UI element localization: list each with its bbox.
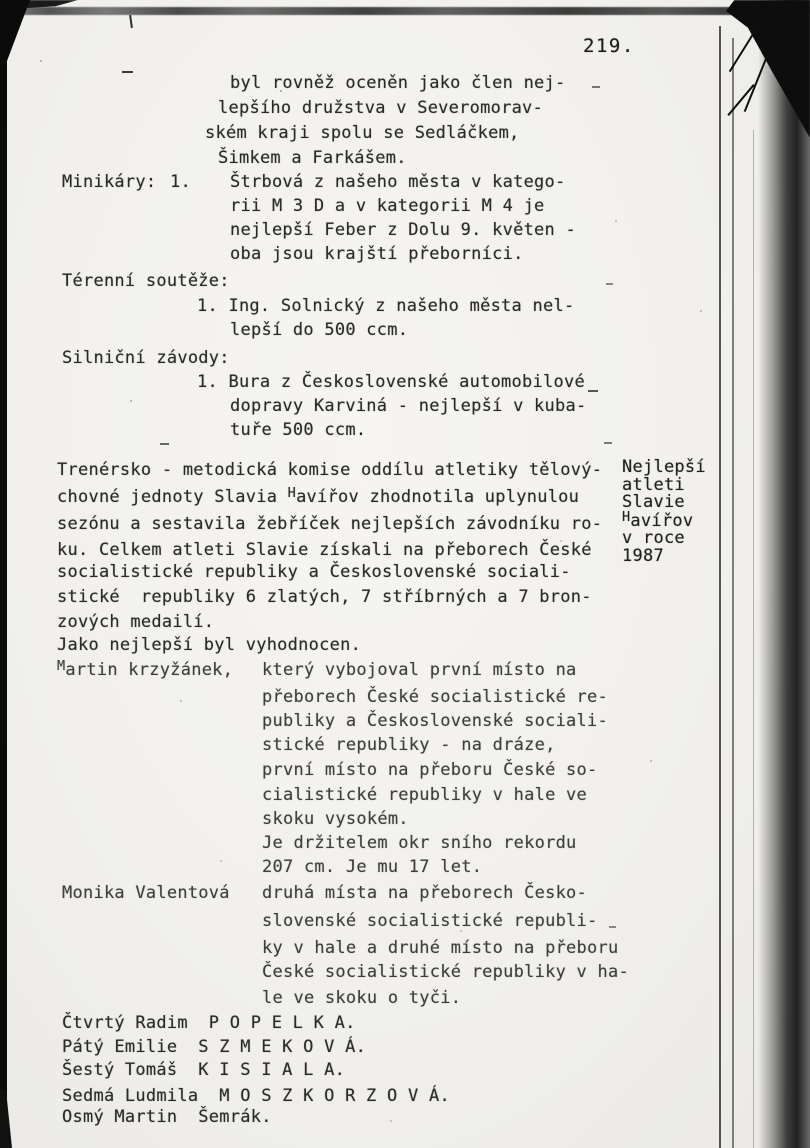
paragraph-line: stické republiky 6 zlatých, 7 stříbrných a 7 bron- [57,587,592,607]
scan-left-edge-strip [0,0,7,1148]
text-line: 207 cm. Je mu 17 let. [262,857,483,877]
text-line: skoku vysokém. [262,809,409,829]
ranking-line: Čtvrtý Radim P O P E L K A. [62,1013,356,1033]
line-segment: artin krzyžánek, [65,660,234,680]
text-line: ky v hale a druhé místo na přeboru [262,938,619,958]
text-line: slovenské socialistické republi- [262,911,598,931]
paragraph-line: sezónu a sestavila žebříček nejlepších závodníku ro- [57,514,603,534]
paragraph-line [57,487,579,508]
stray-dash-3 [160,443,169,445]
paragraph-line: ku. Celkem atleti Slavie získali na přeborech České [57,540,592,560]
margin-note-line: 1987 [622,546,664,566]
text-line: lepší do 500 ccm. [230,320,409,340]
ranking-line: Osmý Martin Šemrák. [62,1107,272,1127]
raised-letter: H [622,509,631,525]
text-line: Štrbová z našeho města v katego- [230,172,566,192]
scan-left-bottom-wedge [0,1090,12,1148]
section-label: Térenní soutěže: [62,271,230,291]
paragraph-line: zových medailí. [57,612,215,632]
ranking-line: Sedmá Ludmila M O S Z K O R Z O V Á. [62,1086,450,1106]
raised-letter: H [287,485,297,501]
text-line: le ve skoku o tyči. [262,988,462,1008]
stray-dash-5 [609,926,616,928]
athlete-name [57,660,233,681]
raised-letter: M [57,658,66,674]
athlete-name: Monika Valentová [62,883,230,903]
stray-tick-mark [129,15,133,28]
text-line: oba jsou krajští přeborníci. [230,244,524,264]
ranking-line: Pátý Emilie S Z M E K O V Á. [62,1037,367,1057]
paragraph-line: Jako nejlepší byl vyhodnocen. [57,635,362,655]
text-line: přeborech České socialistické re- [262,687,609,707]
intro-line: lepšího družstva v Severomorav- [218,98,544,118]
item-number: 1. [170,172,191,192]
text-line: první místo na přeboru České so- [262,760,598,780]
stray-dash-2 [606,283,613,285]
scan-left-top-wedge [0,0,30,62]
text-line: rii M 3 D a v kategorii M 4 je [230,196,545,216]
text-line: publiky a Československé sociali- [262,711,609,731]
page-edge-line-1 [719,26,721,1148]
text-line: který vybojoval první místo na [262,660,577,680]
margin-note-line: v roce [622,528,685,548]
intro-line: byl rovněž oceněn jako člen nej- [230,73,566,93]
line-segment: avířov zhodnotila uplynulou [296,487,580,507]
stray-dash-1 [592,86,600,88]
intro-line: ském kraji spolu se Sedláčkem, [205,123,520,143]
margin-note-line: atleti [622,475,685,495]
text-line: cialistické republiky v hale ve [262,785,588,805]
paragraph-line: socialistické republiky a Československé sociali- [57,562,571,582]
margin-note-line: Nejlepší [622,457,706,477]
text-line: druhá místa na přeborech Česko- [262,883,588,903]
intro-line: Šimkem a Farkášem. [218,148,407,168]
stray-underscore-1 [588,390,598,392]
book-spine-shadow [758,0,810,1148]
stray-dash-4 [604,442,612,444]
text-line: 1. Bura z Československé automobilové [197,372,585,392]
text-line: stické republiky - na dráze, [262,735,556,755]
text-line: tuře 500 ccm. [230,420,367,440]
text-line: nejlepší Feber z Dolu 9. květen - [230,220,577,240]
line-segment: chovné jednoty Slavia [57,487,288,507]
text-line: 1. Ing. Solnický z našeho města nel- [197,296,575,316]
text-line: České socialistické republiky v ha- [262,962,629,982]
stray-dash-left-margin [122,71,133,73]
scan-top-edge-band [0,7,810,15]
line-segment: avířov [630,511,694,531]
page-edge-line-3 [753,130,754,1148]
page-number: 219. [583,35,635,57]
section-label: Minikáry: [62,172,157,192]
scan-speckles [40,60,42,62]
section-label: Silniční závody: [62,348,230,368]
page-edge-line-2 [732,38,734,1148]
text-line: Je držitelem okr sního rekordu [262,833,577,853]
paragraph-line: Trenérsko - metodická komise oddílu atletiky tělový- [57,460,603,480]
text-line: dopravy Karviná - nejlepší v kuba- [230,396,587,416]
ranking-line: Šestý Tomáš K I S I A L A. [62,1060,346,1080]
margin-note-line: Slavie [622,492,685,512]
